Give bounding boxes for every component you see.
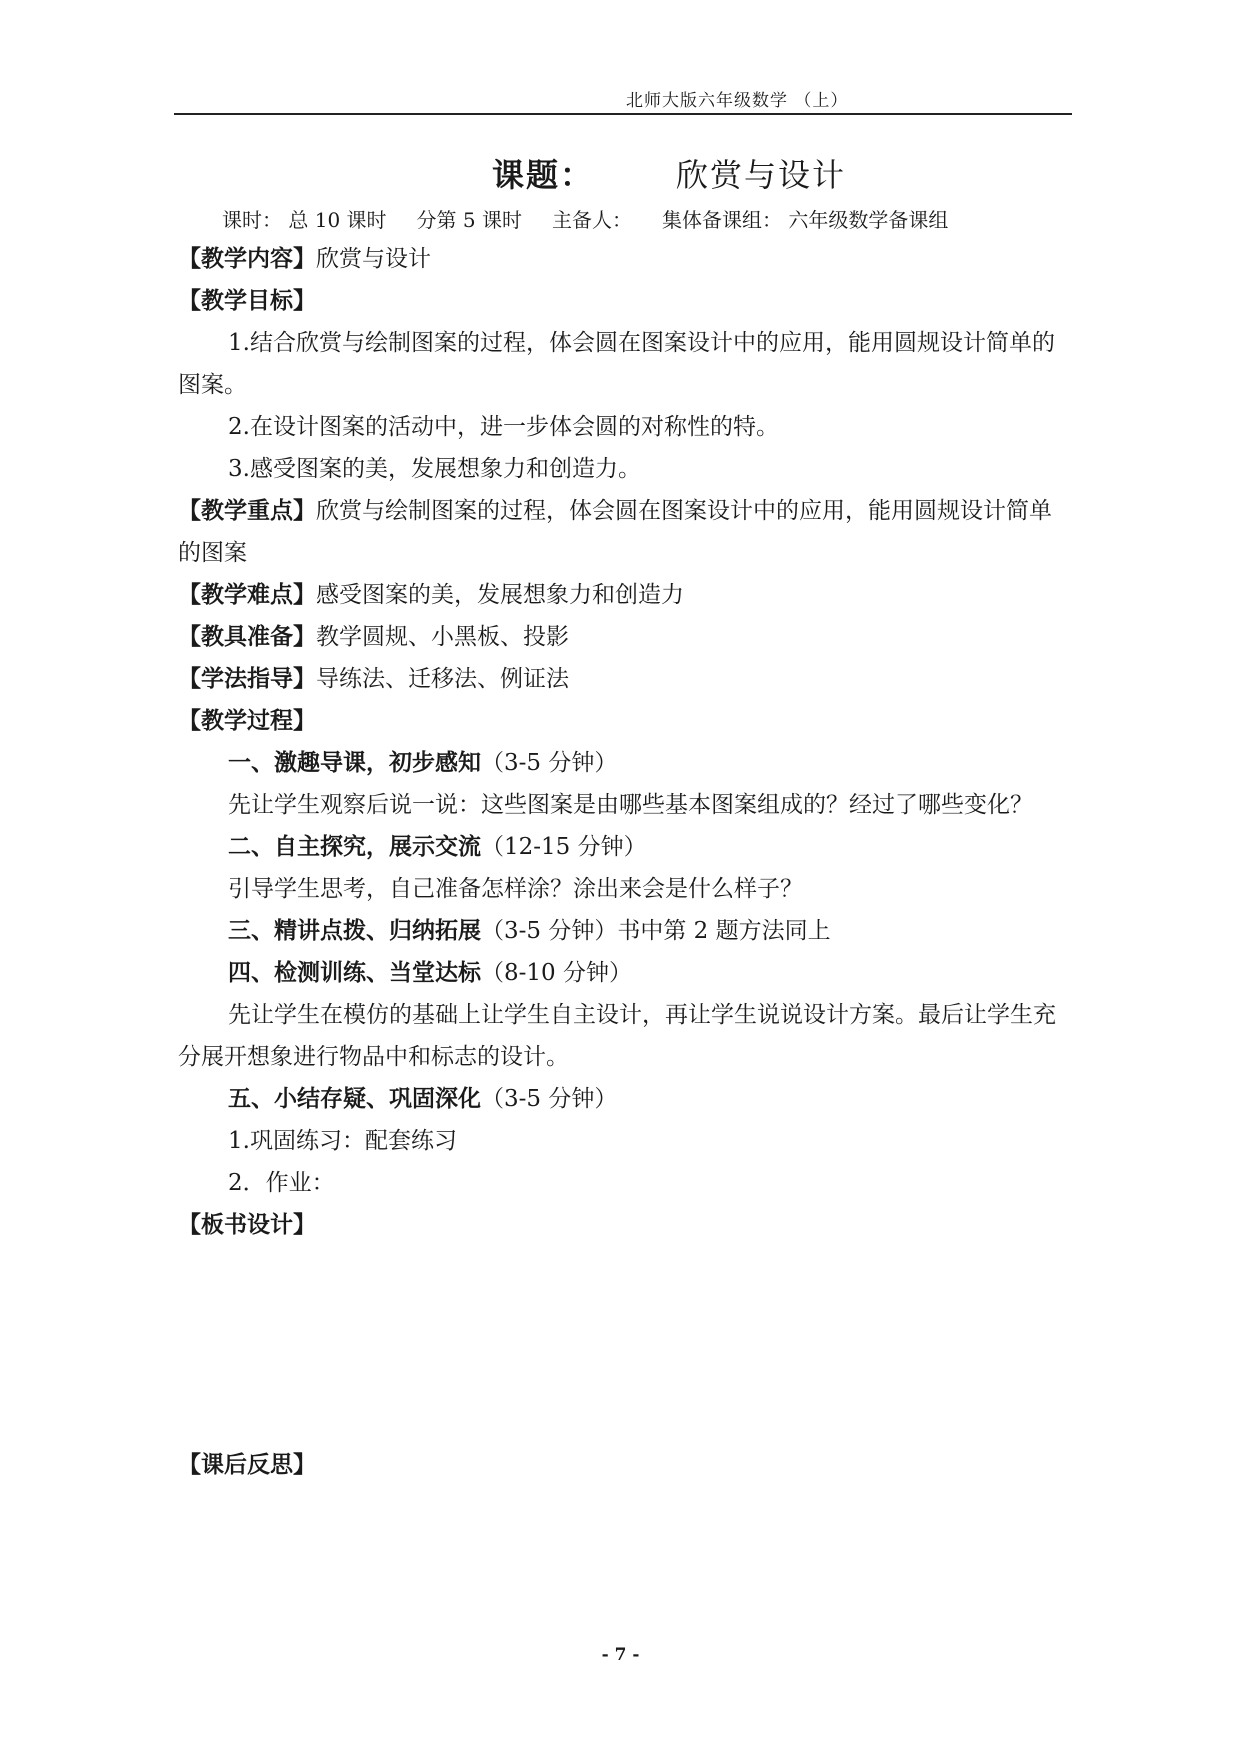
process-text: 先让学生在模仿的基础上让学生自主设计，再让学生说说设计方案。最后让学生充分展开想象进行物品中和标志的设计。 bbox=[178, 1002, 1056, 1070]
difficult-value: 感受图案的美，发展想象力和创造力 bbox=[316, 582, 684, 608]
meta-preparer: 主备人： bbox=[551, 208, 632, 232]
title-value: 欣赏与设计 bbox=[676, 156, 847, 194]
lesson-title bbox=[492, 150, 846, 196]
step-title: 五、小结存疑、巩固深化 bbox=[228, 1085, 481, 1112]
tools-row bbox=[178, 616, 1058, 658]
process-step-2 bbox=[178, 826, 1058, 868]
content-row bbox=[178, 238, 1058, 280]
board-area bbox=[178, 1246, 1058, 1444]
difficult-label: 【教学难点】 bbox=[178, 581, 316, 608]
step-title: 二、自主探究，展示交流 bbox=[228, 833, 481, 860]
board-label: 【板书设计】 bbox=[178, 1211, 316, 1238]
meta-lesson-part: 分第 5 课时 bbox=[416, 208, 522, 232]
tools-value: 教学圆规、小黑板、投影 bbox=[316, 624, 569, 650]
meta-group: 集体备课组： 六年级数学备课组 bbox=[661, 208, 949, 232]
step-time: （12-15 分钟） bbox=[481, 834, 647, 860]
method-row bbox=[178, 658, 1058, 700]
goal-item: 3.感受图案的美，发展想象力和创造力。 bbox=[228, 456, 641, 482]
step-title: 一、激趣导课，初步感知 bbox=[228, 749, 481, 776]
process-step-3 bbox=[178, 910, 1058, 952]
process-step-1 bbox=[178, 742, 1058, 784]
tools-label: 【教具准备】 bbox=[178, 623, 316, 650]
process-item: 2．作业： bbox=[228, 1170, 335, 1196]
difficult-row bbox=[178, 574, 1058, 616]
title-label: 课题： bbox=[492, 156, 595, 194]
running-header: 北师大版六年级数学 （上） bbox=[626, 91, 849, 111]
key-label: 【教学重点】 bbox=[178, 497, 316, 524]
content-label: 【教学内容】 bbox=[178, 245, 316, 272]
page-number: - 7 - bbox=[601, 1645, 640, 1665]
header-rule bbox=[174, 113, 1072, 115]
process-step-4 bbox=[178, 952, 1058, 994]
reflection-label: 【课后反思】 bbox=[178, 1451, 316, 1478]
key-row bbox=[178, 490, 1058, 574]
step-time: （3-5 分钟）书中第 2 题方法同上 bbox=[481, 918, 831, 944]
process-item: 1.巩固练习：配套练习 bbox=[228, 1128, 457, 1154]
content-value: 欣赏与设计 bbox=[316, 246, 431, 272]
key-value: 欣赏与绘制图案的过程，体会圆在图案设计中的应用，能用圆规设计简单的图案 bbox=[178, 498, 1052, 566]
step-time: （8-10 分钟） bbox=[481, 960, 632, 986]
step-title: 四、检测训练、当堂达标 bbox=[228, 959, 481, 986]
document-body bbox=[178, 238, 1058, 1486]
process-text: 先让学生观察后说一说：这些图案是由哪些基本图案组成的？经过了哪些变化？ bbox=[228, 792, 1033, 818]
process-step-5 bbox=[178, 1078, 1058, 1120]
goals-label: 【教学目标】 bbox=[178, 287, 316, 314]
step-title: 三、精讲点拨、归纳拓展 bbox=[228, 917, 481, 944]
process-label: 【教学过程】 bbox=[178, 707, 316, 734]
goal-item: 2.在设计图案的活动中，进一步体会圆的对称性的特。 bbox=[228, 414, 779, 440]
step-time: （3-5 分钟） bbox=[481, 750, 618, 776]
lesson-meta bbox=[222, 204, 978, 233]
step-time: （3-5 分钟） bbox=[481, 1086, 618, 1112]
method-value: 导练法、迁移法、例证法 bbox=[316, 666, 569, 692]
meta-lesson-count: 课时： 总 10 课时 bbox=[222, 208, 387, 232]
process-text: 引导学生思考，自己准备怎样涂？涂出来会是什么样子？ bbox=[228, 876, 803, 902]
method-label: 【学法指导】 bbox=[178, 665, 316, 692]
goal-item: 1.结合欣赏与绘制图案的过程，体会圆在图案设计中的应用，能用圆规设计简单的图案。 bbox=[178, 330, 1055, 398]
